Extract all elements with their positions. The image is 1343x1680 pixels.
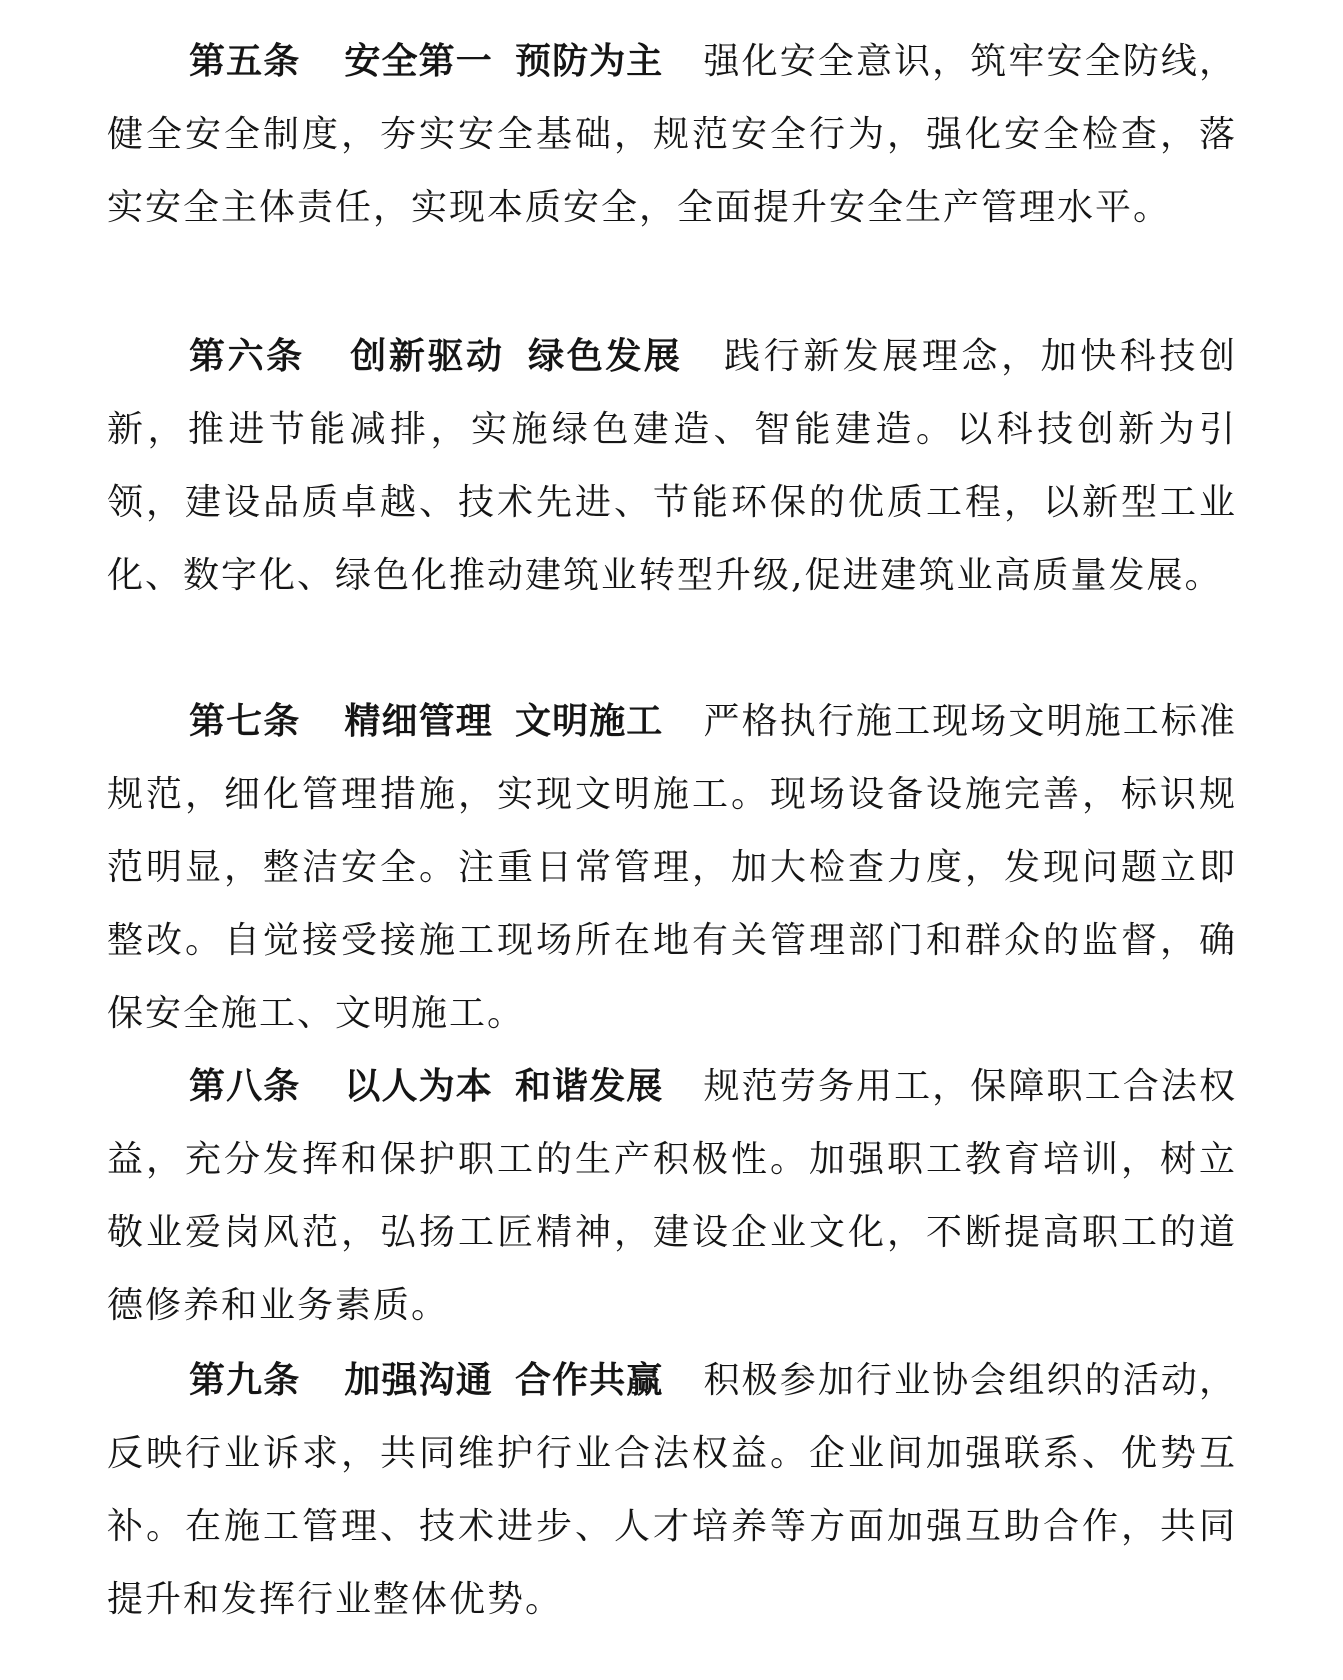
- article-title-part1: 精细管理: [344, 701, 493, 742]
- article-title-part1: 安全第一: [344, 41, 493, 82]
- article-8: [107, 1050, 1237, 1342]
- article-title-part2: 合作共赢: [514, 1360, 664, 1401]
- article-9-heading: [189, 1360, 663, 1401]
- article-title-part1: 加强沟通: [344, 1360, 493, 1401]
- article-8-heading: [189, 1066, 663, 1107]
- article-5-heading: [189, 41, 663, 82]
- article-title-part2: 预防为主: [514, 41, 664, 82]
- article-title-part1: 以人为本: [344, 1066, 493, 1107]
- article-7: [107, 685, 1237, 1050]
- article-body: 践行新发展理念，加快科技创新，推进节能减排，实施绿色建造、智能建造。以科技创新为引领，建设品质卓越、技术先进、节能环保的优质工程，以新型工业化、数字化、绿色化推动建筑业转型升级,促进建筑业高质量发展。: [107, 336, 1237, 596]
- article-title-part1: 创新驱动: [348, 336, 505, 377]
- article-number: 第六条: [189, 336, 305, 377]
- article-body: 强化安全意识，筑牢安全防线，健全安全制度，夯实安全基础，规范安全行为，强化安全检查，落实安全主体责任，实现本质安全，全面提升安全生产管理水平。: [107, 41, 1237, 228]
- article-title-part2: 和谐发展: [514, 1066, 664, 1107]
- article-number: 第八条: [189, 1066, 301, 1107]
- article-6-heading: [189, 336, 682, 377]
- article-number: 第五条: [189, 41, 301, 82]
- article-6: [107, 320, 1237, 612]
- article-number: 第七条: [189, 701, 301, 742]
- article-title-part2: 文明施工: [514, 701, 664, 742]
- article-9: [107, 1344, 1237, 1636]
- article-title-part2: 绿色发展: [526, 336, 683, 377]
- article-body: 积极参加行业协会组织的活动，反映行业诉求，共同维护行业合法权益。企业间加强联系、优势互补。在施工管理、技术进步、人才培养等方面加强互助合作，共同提升和发挥行业整体优势。: [107, 1360, 1237, 1620]
- article-number: 第九条: [189, 1360, 301, 1401]
- article-body: 严格执行施工现场文明施工标准规范，细化管理措施，实现文明施工。现场设备设施完善，标识规范明显，整洁安全。注重日常管理，加大检查力度，发现问题立即整改。自觉接受接施工现场所在地有关管理部门和群众的监督，确保安全施工、文明施工。: [107, 701, 1237, 1034]
- article-5: [107, 25, 1237, 244]
- article-7-heading: [189, 701, 663, 742]
- article-body: 规范劳务用工，保障职工合法权益，充分发挥和保护职工的生产积极性。加强职工教育培训，树立敬业爱岗风范，弘扬工匠精神，建设企业文化，不断提高职工的道德修养和业务素质。: [107, 1066, 1237, 1326]
